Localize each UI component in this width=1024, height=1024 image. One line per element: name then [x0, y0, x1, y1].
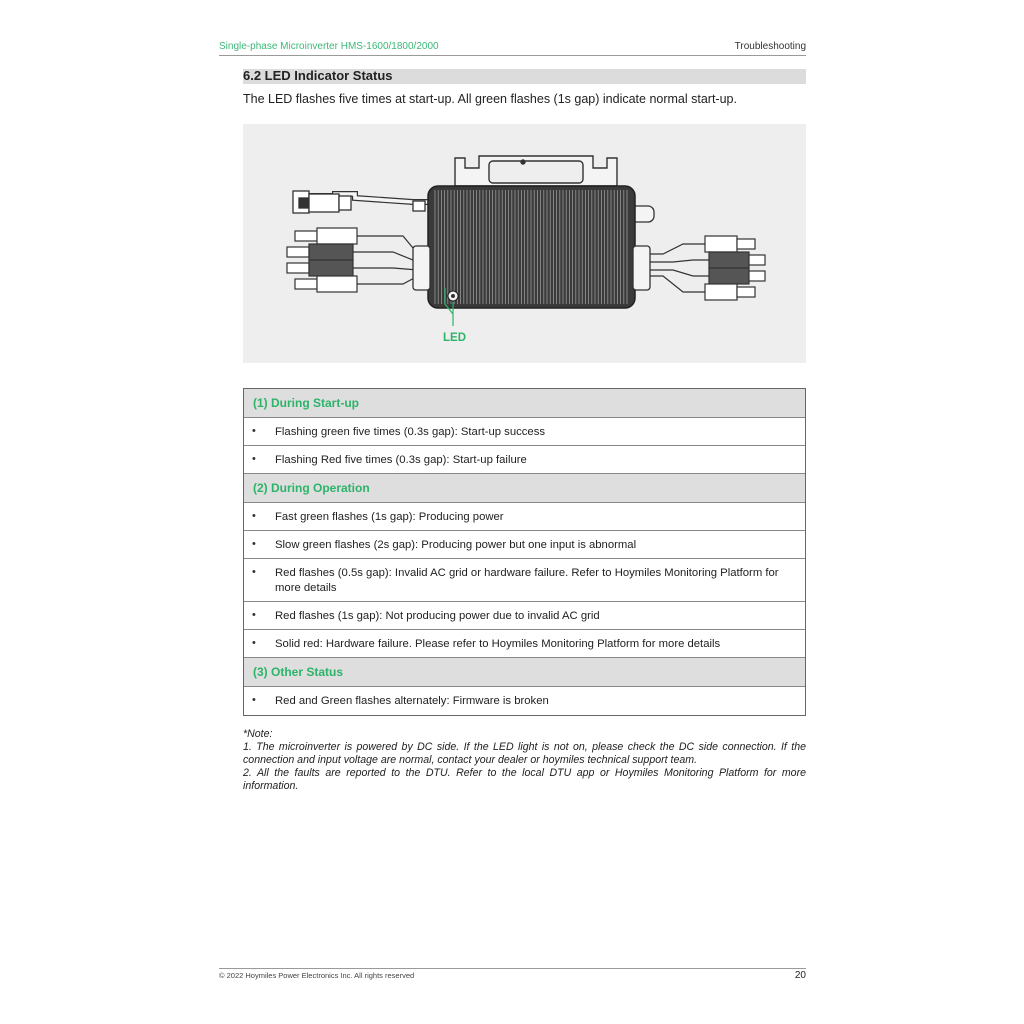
- table-row: [244, 531, 805, 559]
- table-row: [244, 630, 805, 658]
- bullet: •: [252, 566, 256, 578]
- table-row: [244, 602, 805, 630]
- led-label: LED: [443, 332, 466, 344]
- bullet: •: [252, 425, 256, 437]
- row-text: Flashing green five times (0.3s gap): Start-up success: [275, 426, 545, 438]
- section-header-startup: (1) During Start-up: [253, 396, 359, 410]
- dc-connectors-right: [705, 236, 765, 300]
- table-section-header: [244, 658, 805, 687]
- bullet: •: [252, 694, 256, 706]
- row-text: Red flashes (0.5s gap): Invalid AC grid or hardware failure. Refer to Hoymiles Monitoring Platform for more details: [275, 567, 779, 594]
- section-title: 6.2 LED Indicator Status: [243, 68, 393, 83]
- section-header-operation: (2) During Operation: [253, 481, 370, 495]
- row-text: Solid red: Hardware failure. Please refer to Hoymiles Monitoring Platform for more details: [275, 638, 721, 650]
- row-text: Flashing Red five times (0.3s gap): Start-up failure: [275, 454, 527, 466]
- table-section-header: [244, 389, 805, 418]
- note-line-1: 1. The microinverter is powered by DC side. If the LED light is not on, please check the DC side connection. If the connection and input voltage are normal, contact your dealer or hoymiles technical support team.: [243, 741, 806, 766]
- section-title-bar: [243, 69, 806, 84]
- bullet: •: [252, 538, 256, 550]
- bullet: •: [252, 510, 256, 522]
- dc-connectors-left: [287, 228, 357, 292]
- header-section: Troubleshooting: [734, 41, 806, 52]
- intro-text: The LED flashes five times at start-up. All green flashes (1s gap) indicate normal start-up.: [243, 92, 737, 106]
- note-heading: *Note:: [243, 728, 273, 740]
- row-text: Red and Green flashes alternately: Firmware is broken: [275, 695, 549, 707]
- table-row: [244, 559, 805, 602]
- microinverter-illustration: [243, 124, 806, 363]
- row-text: Red flashes (1s gap): Not producing power due to invalid AC grid: [275, 610, 600, 622]
- page-number: 20: [794, 970, 806, 981]
- note-block: [243, 728, 806, 793]
- bullet: •: [252, 637, 256, 649]
- mounting-bracket: [455, 156, 617, 186]
- row-text: Fast green flashes (1s gap): Producing power: [275, 511, 504, 523]
- header-product: Single-phase Microinverter HMS-1600/1800/2000: [219, 41, 439, 52]
- ac-cable: [293, 191, 428, 213]
- header-divider: [219, 55, 806, 56]
- led-status-table: [243, 388, 806, 716]
- table-row: [244, 446, 805, 474]
- table-row: [244, 418, 805, 446]
- row-text: Slow green flashes (2s gap): Producing power but one input is abnormal: [275, 539, 637, 551]
- bullet: •: [252, 453, 256, 465]
- bullet: •: [252, 609, 256, 621]
- note-line-2: 2. All the faults are reported to the DTU. Refer to the local DTU app or Hoymiles Monitoring Platform for more information.: [243, 767, 806, 792]
- microinverter-figure: [243, 124, 806, 363]
- footer-divider: [219, 968, 806, 969]
- footer-copyright: © 2022 Hoymiles Power Electronics Inc. All rights reserved: [219, 971, 415, 980]
- table-row: [244, 687, 805, 715]
- table-row: [244, 503, 805, 531]
- table-section-header: [244, 474, 805, 503]
- inverter-body: [413, 186, 650, 308]
- section-header-other: (3) Other Status: [253, 665, 344, 679]
